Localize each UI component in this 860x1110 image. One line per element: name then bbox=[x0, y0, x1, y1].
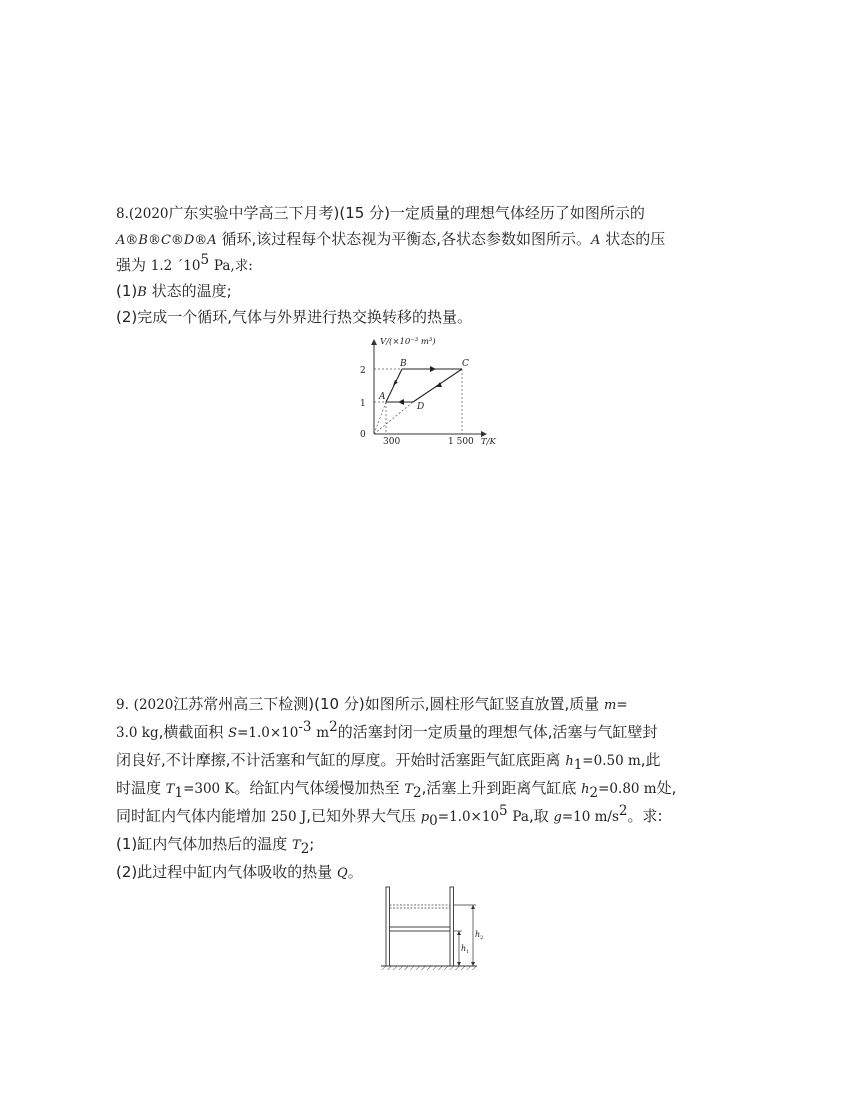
q9-t1-sub: 1 bbox=[174, 785, 184, 801]
h2-label: $h_2$ bbox=[475, 930, 484, 941]
cylinder-diagram bbox=[378, 883, 490, 973]
x-tick-1500: 1 500 bbox=[448, 437, 474, 447]
q9-h2-var: h bbox=[581, 782, 590, 797]
q9-p0-unit: Pa bbox=[512, 809, 529, 825]
q9-line2-a: ,横截面积 bbox=[158, 723, 224, 741]
vt-graph bbox=[350, 334, 520, 452]
q9-line4-b: 。给缸内气体缓慢加热至 bbox=[234, 779, 400, 797]
q9-du-value: 250 J bbox=[270, 809, 307, 825]
q8-pressure-unit: Pa,求: bbox=[213, 258, 253, 274]
path-ab bbox=[386, 369, 402, 402]
arrow-bc bbox=[430, 366, 436, 372]
q9-line3-a: 闭良好,不计摩擦,不计活塞和气缸的厚度。开始时活塞距气缸底距离 bbox=[116, 751, 561, 769]
q9-t1-var: T bbox=[165, 782, 175, 797]
h2-arrow-bottom bbox=[471, 962, 475, 966]
q8-sub-question-2: (2)完成一个循环,气体与外界进行热交换转移的热量。 bbox=[116, 308, 473, 326]
q9-h2-value: =0.80 m bbox=[598, 781, 657, 797]
q8-pressure-exponent: 5 bbox=[200, 252, 210, 268]
q9-line-3 bbox=[116, 747, 756, 775]
q9-line5-d: 。求: bbox=[627, 807, 663, 825]
q9-sub2-end: 。 bbox=[347, 863, 363, 881]
q9-s-unit-exp: 2 bbox=[329, 719, 338, 735]
point-d-label: D bbox=[417, 402, 425, 412]
y-tick-2: 2 bbox=[360, 366, 366, 376]
h1-arrow-bottom bbox=[457, 962, 461, 966]
q9-year: (2020 bbox=[133, 697, 174, 713]
q8-line3-pre: 强为 bbox=[116, 256, 147, 274]
q9-p0-sub: 0 bbox=[429, 813, 438, 829]
q8-year: (2020 bbox=[128, 206, 169, 222]
question-8 bbox=[116, 201, 756, 330]
q9-h1-var: h bbox=[565, 754, 574, 769]
q9-g-exponent: 2 bbox=[618, 803, 628, 819]
q9-sub1-sub: 2 bbox=[300, 841, 310, 857]
guide-origin-a bbox=[374, 402, 386, 434]
q9-t2-sub: 2 bbox=[413, 785, 422, 801]
q9-line-4 bbox=[116, 775, 756, 803]
q9-source: 江苏常州高三下检测)(10 分)如图所示,圆柱形气缸竖直放置,质量 bbox=[173, 695, 600, 713]
point-c-label: C bbox=[462, 359, 469, 369]
q9-sub2-text: (2)此过程中缸内气体吸收的热量 bbox=[116, 863, 333, 881]
q9-line5-a: 同时缸内气体内能增加 bbox=[116, 807, 267, 825]
q9-sub1-end: ; bbox=[309, 835, 315, 853]
q8-sub1-text: 状态的温度; bbox=[151, 282, 232, 300]
piston bbox=[390, 927, 451, 931]
y-tick-1: 1 bbox=[360, 399, 366, 409]
q8-sub-question-1 bbox=[116, 279, 756, 305]
x-tick-300: 300 bbox=[383, 437, 401, 447]
q9-sub-question-1 bbox=[116, 831, 756, 859]
h1-arrow-top bbox=[457, 931, 461, 935]
q9-sub1-var: T bbox=[292, 838, 301, 853]
q9-p0-value: =1.0×10 bbox=[437, 809, 500, 825]
q9-p0-var: p bbox=[420, 810, 430, 825]
cylinder-left-wall bbox=[386, 887, 390, 966]
q9-h1-sub: 1 bbox=[573, 757, 583, 773]
q9-sub2-var: Q bbox=[337, 866, 348, 881]
point-a-label: A bbox=[379, 392, 386, 402]
q8-source: 广东实验中学高三下月考)(15 分)一定质量的理想气体经历了如图所示的 bbox=[168, 204, 645, 222]
q9-s-value: =1.0×10 bbox=[237, 725, 299, 741]
q9-s-exponent: -3 bbox=[298, 719, 312, 735]
y-tick-0: 0 bbox=[360, 430, 366, 440]
q9-line2-b: 的活塞封闭一定质量的理想气体,活塞与气缸壁封 bbox=[337, 723, 658, 741]
q9-h2-sub: 2 bbox=[589, 785, 599, 801]
q8-line2-rest: 循环,该过程每个状态视为平衡态,各状态参数如图所示。 bbox=[221, 230, 592, 248]
q8-line-3 bbox=[116, 253, 756, 279]
q9-t2-var: T bbox=[404, 782, 413, 797]
q9-line-5 bbox=[116, 803, 756, 831]
q9-m-var: m bbox=[604, 698, 617, 713]
q8-line-2 bbox=[116, 227, 756, 253]
question-9 bbox=[116, 691, 756, 887]
q9-sub1-text: (1)缸内气体加热后的温度 bbox=[116, 835, 288, 853]
h1-label: $h_1$ bbox=[461, 944, 470, 955]
q9-line3-b: ,此 bbox=[640, 751, 661, 769]
q9-number: 9. bbox=[116, 697, 129, 713]
q9-line4-d: 处, bbox=[656, 779, 677, 797]
h2-arrow-top bbox=[471, 905, 475, 909]
q9-g-var: g bbox=[553, 810, 562, 825]
q9-line4-c: ,活塞上升到距离气缸底 bbox=[421, 779, 577, 797]
x-axis-label: T/K bbox=[481, 437, 496, 447]
q9-p0-exponent: 5 bbox=[499, 803, 508, 819]
q8-state-a: A bbox=[591, 233, 601, 248]
q9-s-var: S bbox=[228, 726, 238, 741]
q8-sub1-prefix: (1) bbox=[116, 282, 138, 300]
q9-line-1 bbox=[116, 691, 756, 719]
q9-line-2 bbox=[116, 719, 756, 747]
q9-m-eq: = bbox=[616, 697, 628, 713]
q8-cycle: A®B®C®D®A bbox=[116, 233, 217, 248]
q9-m-value: 3.0 kg bbox=[116, 725, 159, 741]
y-axis-label: V/(×10⁻³ m³) bbox=[380, 337, 436, 347]
cylinder-floor-hatch bbox=[381, 966, 477, 970]
q9-h1-value: =0.50 m bbox=[582, 753, 641, 769]
arrow-da bbox=[398, 399, 404, 405]
q8-pressure-value: 1.2 ´10 bbox=[150, 258, 201, 274]
q9-line4-a: 时温度 bbox=[116, 779, 162, 797]
q9-s-unit: m bbox=[316, 725, 330, 741]
q9-g-value: =10 m/s bbox=[561, 809, 619, 825]
q8-number: 8. bbox=[116, 206, 129, 222]
point-b-label: B bbox=[400, 359, 407, 369]
cylinder-right-wall bbox=[450, 887, 454, 966]
q9-t1-value: =300 K bbox=[183, 781, 235, 797]
q8-line-1 bbox=[116, 201, 756, 227]
q8-sub1-var: B bbox=[137, 285, 147, 300]
q8-line2-tail: 状态的压 bbox=[605, 230, 666, 248]
q9-line5-c: ,取 bbox=[528, 807, 549, 825]
q9-line5-b: ,已知外界大气压 bbox=[306, 807, 417, 825]
